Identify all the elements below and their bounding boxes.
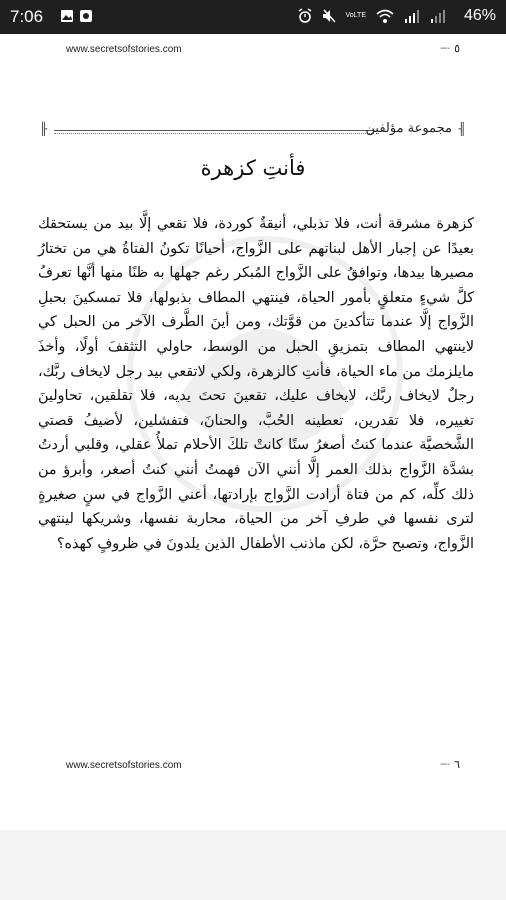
footer-url: www.secretsofstories.com bbox=[66, 760, 182, 771]
reader-bottom-area bbox=[0, 830, 506, 900]
header-url: www.secretsofstories.com bbox=[66, 44, 182, 55]
runner-end-ornament-icon: ╟ bbox=[40, 122, 48, 136]
page-number-ornament-icon: ·─ bbox=[440, 42, 451, 55]
runner-title: مجموعة مؤلفين bbox=[365, 121, 452, 136]
notification-icon bbox=[79, 9, 93, 23]
runner-start-ornament-icon: ╢ bbox=[458, 122, 466, 136]
footer-page-number-ornament-icon: ·─ bbox=[440, 758, 451, 771]
signal-icon bbox=[404, 8, 420, 24]
status-time: 7:06 bbox=[10, 7, 44, 26]
volte-label: VoLTE bbox=[345, 12, 366, 19]
footer-page-number bbox=[434, 758, 460, 771]
story-paragraph: كزهرة مشرقة أنت، فلا تذبلي، أنيقةٌ كوردة، فلا تقعي إلَّا بيد من يستحقك بعيدًا عن إجبار الأهل لبناتهم على الزَّواج، أحيانًا تكونُ الفتاةُ هي من تختارُ مصيرها بيدها، وتوافقُ على الزَّواج المُبكر رغم جهلها به ظنًا منها أنَّها تعرفُ كلَّ شيءٍ متعلقٍ بأمور الحياة، فينتهي المطاف بذبولها، فلا تمسكينَ بحبلِ الزَّواج إلَّا عندما تتأكدينَ من قوَّتك، ومن أينَ الطَّرف الآخر من الحبل كي لاينتهي المطاف بتمزيقِ الحبل من الوسط، حاولي التثقفَ أولًا، وأخذَ مايلزمك من ماء الحياة، فأنتِ كالزهرة، ولكي لاتقعي بيد رجل لايخاف ربَّك، رجلٌ لايخاف ربَّك، لايخاف عليك، تقعينَ تحتَ يديه، فلا تقلقين، تحاولينَ تغييره، فلا تقدرين، تعطينه الحُبَّ، والحنانَ، فتفشلين، لأضيفُ قصتي الشَّخصيَّة عندما كنتُ أصغرُ سنًا كانتْ تلكَ الأحلام تملأُ عقلي، وقلبي أردتُ بشدَّة الزَّواج بذلك العمر إلَّا أنني الآن فهمتُ أنني كنتُ أصغر، وأبرؤ من ذلك كلِّه، كم من فتاة أرادت الزَّواج بإرادتها، أعني الزَّواج في سنٍ صغيرةٍ لترى نفسها في طرفِ آخر من الحياة، محاربة نفسها، وشريكها لينتهي الزَّواج، وتصبح حرَّة، لكن ماذنب الأطفال الذين يلدونَ في ظروفٍ كهذه؟ bbox=[38, 216, 474, 552]
wifi-icon bbox=[376, 8, 394, 24]
signal-2-icon bbox=[430, 8, 446, 24]
system-icons bbox=[298, 8, 447, 24]
story-title: فأنتِ كزهرة bbox=[200, 156, 306, 180]
footer-page-number-text: ٦ bbox=[454, 758, 460, 771]
mute-icon bbox=[322, 8, 336, 24]
book-page[interactable] bbox=[0, 34, 506, 830]
running-header bbox=[40, 120, 466, 140]
gallery-icon bbox=[60, 9, 74, 23]
header-page-number bbox=[434, 42, 460, 55]
runner-divider bbox=[54, 130, 374, 131]
battery-level: 46% bbox=[463, 7, 496, 24]
alarm-icon bbox=[298, 8, 312, 24]
header-page-number-text: ٥ bbox=[454, 42, 460, 55]
status-bar bbox=[0, 0, 506, 34]
